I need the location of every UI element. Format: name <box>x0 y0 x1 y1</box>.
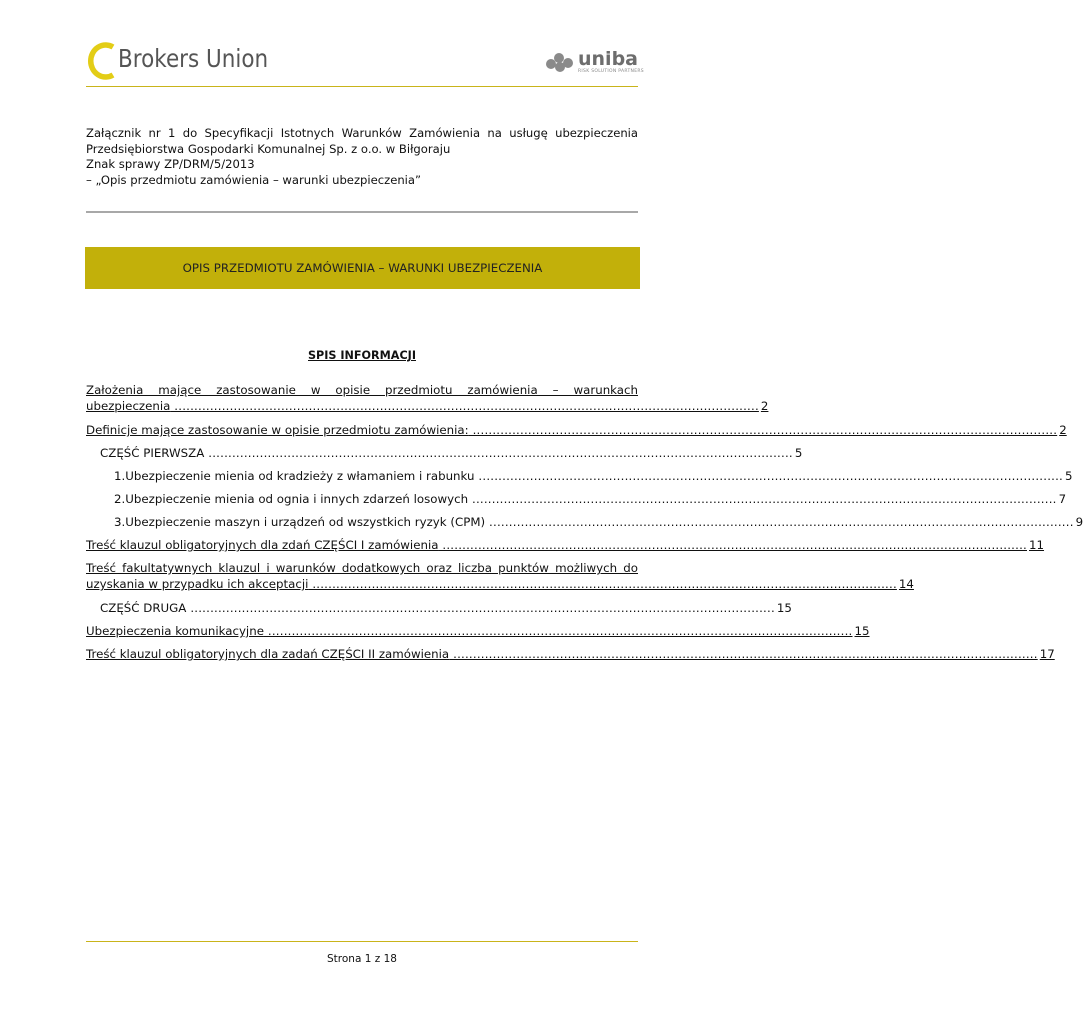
intro-block <box>86 126 638 188</box>
toc-leader-dots: .................................................................................................................................................... <box>485 515 1074 529</box>
toc-page-number: 15 <box>854 624 870 638</box>
toc-item-maszyny[interactable] <box>114 515 1083 530</box>
intro-line-2: Przedsiębiorstwa Gospodarki Komunalnej Sp. z o.o. w Biłgoraju <box>86 141 451 156</box>
document-title-banner: OPIS PRZEDMIOTU ZAMÓWIENIA – WARUNKI UBEZPIECZENIA <box>85 247 640 289</box>
intro-line-3: Znak sprawy ZP/DRM/5/2013 <box>86 157 255 171</box>
toc-leader-dots: .................................................................................................................................................... <box>468 492 1057 506</box>
toc-page-number: 9 <box>1075 515 1083 529</box>
toc-item-number: 2. <box>114 492 126 506</box>
toc-item-zalozenia[interactable] <box>86 383 769 414</box>
toc-item-number: 1. <box>114 469 126 483</box>
toc-item-klauzule-obligatoryjne-1[interactable] <box>86 538 1045 553</box>
toc-item-text: ubezpieczenia <box>86 399 171 413</box>
toc-item-text: Ubezpieczenia komunikacyjne <box>86 624 264 638</box>
uniba-dots-icon <box>543 50 575 74</box>
toc-leader-dots: .................................................................................................................................................... <box>170 399 759 413</box>
toc-page-number: 7 <box>1058 492 1067 506</box>
toc-item-text-first-line: Treść fakultatywnych klauzul i warunków dodatkowych oraz liczba punktów możliwych do <box>86 561 638 575</box>
header-divider <box>86 86 638 87</box>
toc-leader-dots: .................................................................................................................................................... <box>186 601 775 615</box>
brokers-union-wordmark: Brokers Union <box>118 43 269 73</box>
toc-item-text-first-line: Założenia mające zastosowanie w opisie przedmiotu zamówienia – warunkach <box>86 383 638 397</box>
toc-item-text: Treść klauzul obligatoryjnych dla zdań CZĘŚCI I zamówienia <box>86 538 439 552</box>
toc-item-number: 3. <box>114 515 126 529</box>
toc-heading <box>0 349 724 362</box>
toc-item-ogien[interactable] <box>114 492 1067 507</box>
toc-item-klauzule-fakultatywne[interactable] <box>86 561 914 592</box>
toc-item-definicje[interactable] <box>86 423 1067 438</box>
toc-item-text: CZĘŚĆ DRUGA <box>100 601 187 615</box>
toc-item-komunikacyjne[interactable] <box>86 624 870 639</box>
toc-item-klauzule-obligatoryjne-2[interactable] <box>86 647 1055 662</box>
uniba-logo <box>543 50 644 74</box>
toc-page-number: 14 <box>898 577 914 591</box>
intro-line-1: Załącznik nr 1 do Specyfikacji Istotnych Warunków Zamówienia na usługę ubezpieczenia <box>86 126 638 140</box>
toc-page-number: 5 <box>794 446 803 460</box>
toc-item-text: Treść klauzul obligatoryjnych dla zadań CZĘŚCI II zamówienia <box>86 647 450 661</box>
footer-divider <box>86 941 638 942</box>
toc-page-number: 15 <box>776 601 792 615</box>
toc-leader-dots: .................................................................................................................................................... <box>438 538 1027 552</box>
toc-item-text: uzyskania w przypadku ich akceptacji <box>86 577 309 591</box>
toc-page-number: 17 <box>1039 647 1055 661</box>
toc-leader-dots: .................................................................................................................................................... <box>449 647 1038 661</box>
toc-leader-dots: .................................................................................................................................................... <box>468 423 1058 437</box>
toc-leader-dots: .................................................................................................................................................... <box>474 469 1064 483</box>
toc-item-czesc-druga[interactable] <box>100 601 792 616</box>
toc-leader-dots: .................................................................................................................................................... <box>308 577 897 591</box>
toc-heading-text: SPIS INFORMACJI <box>308 349 416 362</box>
brokers-union-c-mark-icon <box>86 41 116 81</box>
toc-leader-dots: .................................................................................................................................................... <box>204 446 793 460</box>
toc-item-kradziez[interactable] <box>114 469 1073 484</box>
toc-item-czesc-pierwsza[interactable] <box>100 446 803 461</box>
toc-item-text: Ubezpieczenie mienia od ognia i innych zdarzeń losowych <box>125 492 469 506</box>
toc-item-text: CZĘŚĆ PIERWSZA <box>100 446 205 460</box>
toc-page-number: 11 <box>1029 538 1045 552</box>
toc-item-text: Ubezpieczenie mienia od kradzieży z włamaniem i rabunku <box>125 469 475 483</box>
uniba-tagline: RISK SOLUTION PARTNERS <box>578 69 644 74</box>
uniba-wordmark: uniba <box>578 48 638 70</box>
intro-line-4: – „Opis przedmiotu zamówienia – warunki ubezpieczenia” <box>86 172 422 187</box>
brokers-union-logo <box>86 36 293 86</box>
intro-divider <box>86 211 638 213</box>
toc-item-text: Definicje mające zastosowanie w opisie przedmiotu zamówienia: <box>86 423 469 437</box>
toc-page-number: 5 <box>1065 469 1073 483</box>
toc-leader-dots: .................................................................................................................................................... <box>263 624 853 638</box>
toc-page-number: 2 <box>760 399 769 413</box>
toc-item-text: Ubezpieczenie maszyn i urządzeń od wszystkich ryzyk (CPM) <box>125 515 486 529</box>
page-number-footer: Strona 1 z 18 <box>327 953 397 965</box>
toc-page-number: 2 <box>1059 423 1067 437</box>
